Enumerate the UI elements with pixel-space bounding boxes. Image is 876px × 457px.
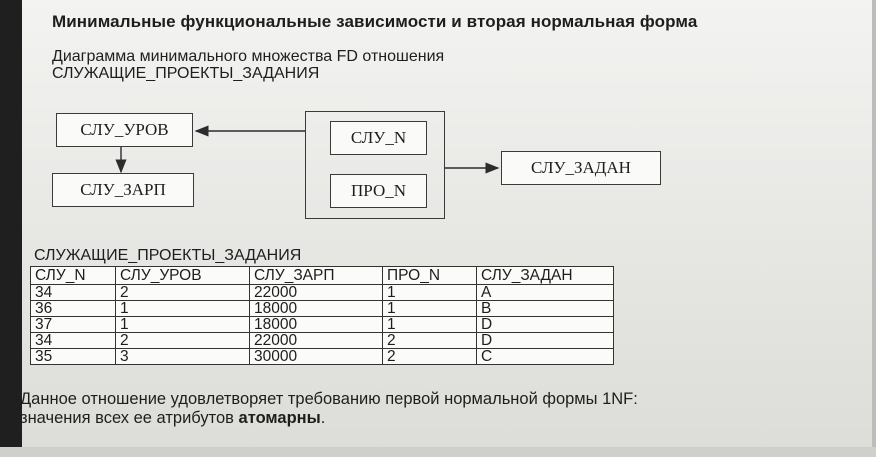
table-header-row — [31, 267, 614, 285]
box-slu-urov: СЛУ_УРОВ — [56, 113, 193, 147]
table-cell: 18000 — [250, 301, 383, 317]
bottom-strip — [0, 447, 876, 457]
column-header: СЛУ_N — [31, 267, 116, 285]
table-cell: 34 — [31, 333, 116, 349]
table-cell: A — [477, 285, 614, 301]
table-cell: 1 — [116, 301, 250, 317]
diagram-caption-line2: СЛУЖАЩИЕ_ПРОЕКТЫ_ЗАДАНИЯ — [52, 65, 320, 82]
column-header: СЛУ_УРОВ — [116, 267, 250, 285]
screen-edge-right — [872, 0, 876, 457]
box-slu-zarp: СЛУ_ЗАРП — [52, 173, 194, 207]
table-cell: 35 — [31, 349, 116, 365]
box-slu-n: СЛУ_N — [330, 121, 427, 155]
table-cell: C — [477, 349, 614, 365]
table-cell: 30000 — [250, 349, 383, 365]
table-cell: 36 — [31, 301, 116, 317]
table-cell: 2 — [116, 285, 250, 301]
table-cell: B — [477, 301, 614, 317]
table-cell: 18000 — [250, 317, 383, 333]
table-cell: 22000 — [250, 285, 383, 301]
table-cell: 1 — [116, 317, 250, 333]
box-pro-n: ПРО_N — [330, 174, 427, 208]
conclusion-line2-prefix: значения всех ее атрибутов — [20, 409, 239, 427]
table-row — [31, 333, 614, 349]
column-header: СЛУ_ЗАРП — [250, 267, 383, 285]
relation-table — [30, 266, 614, 365]
table-cell: 37 — [31, 317, 116, 333]
table-row — [31, 349, 614, 365]
table-cell: D — [477, 333, 614, 349]
table-cell: 1 — [383, 301, 477, 317]
table-cell: 22000 — [250, 333, 383, 349]
conclusion-line1: Данное отношение удовлетворяет требованию первой нормальной формы 1NF: — [20, 390, 638, 408]
column-header: СЛУ_ЗАДАН — [477, 267, 614, 285]
table-row — [31, 317, 614, 333]
table-cell: D — [477, 317, 614, 333]
column-header: ПРО_N — [383, 267, 477, 285]
slide-title: Минимальные функциональные зависимости и вторая нормальная форма — [52, 12, 698, 31]
box-slu-zadan: СЛУ_ЗАДАН — [501, 151, 661, 185]
table-row — [31, 301, 614, 317]
table-cell: 1 — [383, 317, 477, 333]
table-cell: 2 — [383, 333, 477, 349]
table-caption: СЛУЖАЩИЕ_ПРОЕКТЫ_ЗАДАНИЯ — [34, 247, 302, 264]
table-cell: 2 — [383, 349, 477, 365]
table-cell: 3 — [116, 349, 250, 365]
diagram-caption — [52, 48, 444, 82]
table-row — [31, 285, 614, 301]
diagram-caption-line1: Диаграмма минимального множества FD отношения — [52, 48, 445, 65]
table-cell: 34 — [31, 285, 116, 301]
table-cell: 1 — [383, 285, 477, 301]
screen-edge-left — [0, 0, 22, 457]
table-cell: 2 — [116, 333, 250, 349]
conclusion-keyword: атомарны — [238, 409, 321, 427]
conclusion-text — [20, 390, 638, 428]
conclusion-line2 — [20, 409, 638, 428]
conclusion-line2-suffix: . — [320, 409, 326, 427]
